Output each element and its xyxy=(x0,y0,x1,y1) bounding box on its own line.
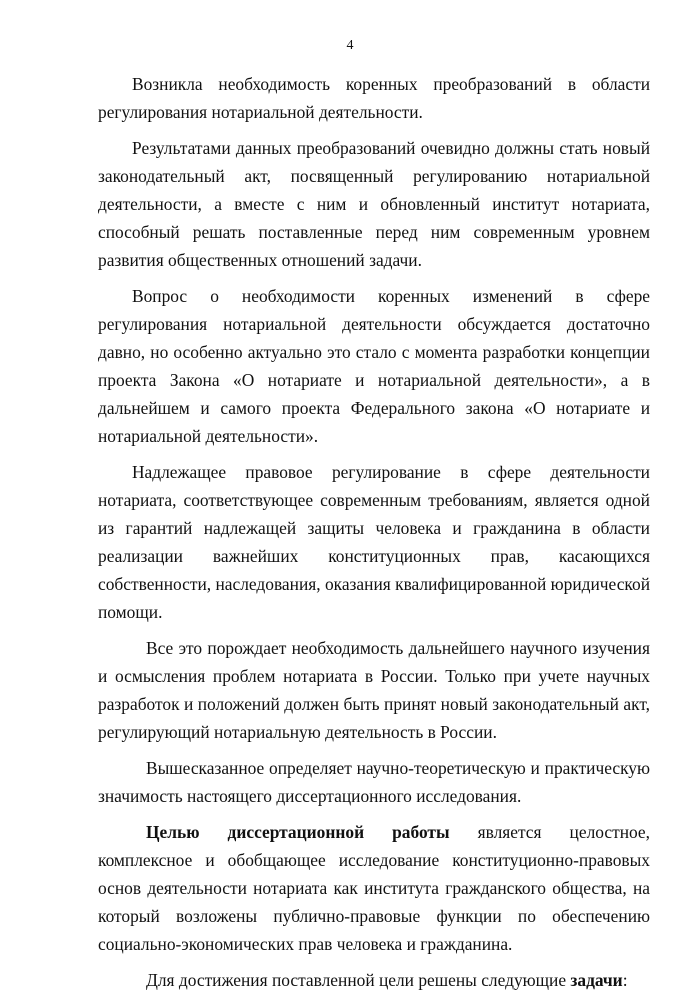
tasks-keyword: задачи xyxy=(570,970,623,990)
paragraph-6: Вышесказанное определяет научно-теоретическую и практическую значимость настоящего диссертационного исследования. xyxy=(98,758,650,806)
paragraph-1: Возникла необходимость коренных преобразований в области регулирования нотариальной деятельности. xyxy=(98,74,650,122)
paragraph-2: Результатами данных преобразований очевидно должны стать новый законодательный акт, посвященный регулированию нотариальной деятельности, а вместе с ним и обновленный институт нотариата, способный решать поставленные перед ним современным уровнем развития общественных отношений задачи. xyxy=(98,138,650,270)
tasks-intro: Для достижения поставленной цели решены следующие xyxy=(146,970,571,990)
paragraph-8 xyxy=(98,966,650,990)
goal-text: является целостное, комплексное и обобщающее исследование конституционно-правовых основ деятельности нотариата как института гражданского общества, на который возложены публично-правовые функции по обеспечению социально-экономических прав человека и гражданина. xyxy=(98,822,650,954)
document-body xyxy=(98,70,650,990)
tasks-colon: : xyxy=(622,970,628,990)
goal-heading: Целью диссертационной работы xyxy=(146,822,450,842)
page-number: 4 xyxy=(346,38,354,53)
paragraph-3: Вопрос о необходимости коренных изменений в сфере регулирования нотариальной деятельности обсуждается достаточно давно, но особенно актуально это стало с момента разработки концепции проекта Закона «О нотариате и нотариальной деятельности», а в дальнейшем и самого проекта Федерального закона «О нотариате и нотариальной деятельности». xyxy=(98,286,650,446)
paragraph-5: Все это порождает необходимость дальнейшего научного изучения и осмысления проблем нотариата в России. Только при учете научных разработок и положений должен быть принят новый законодательный акт, регулирующий нотариальную деятельность в России. xyxy=(98,638,650,742)
paragraph-4: Надлежащее правовое регулирование в сфере деятельности нотариата, соответствующее современным требованиям, является одной из гарантий надлежащей защиты человека и гражданина в области реализации важнейших конституционных прав, касающихся собственности, наследования, оказания квалифицированной юридической помощи. xyxy=(98,462,650,622)
paragraph-7 xyxy=(98,818,650,958)
